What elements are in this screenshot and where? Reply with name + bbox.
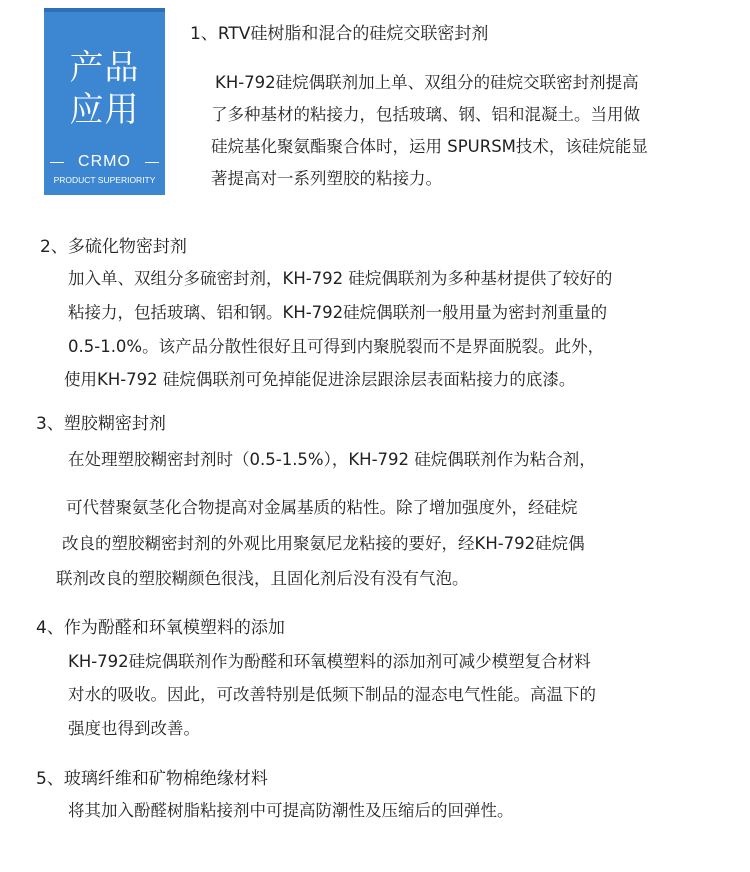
- section-4-line: KH-792硅烷偶联剂作为酚醛和环氧模塑料的添加剂可减少模塑复合材料: [68, 652, 591, 671]
- badge-brand-row: [44, 152, 165, 172]
- section-2-line: 0.5-1.0%。该产品分散性很好且可得到内聚脱裂而不是界面脱裂。此外，: [68, 337, 605, 356]
- section-2-line: 粘接力，包括玻璃、铝和钢。KH-792硅烷偶联剂一般用量为密封剂重量的: [68, 303, 608, 322]
- section-3-heading: 3、塑胶糊密封剂: [36, 414, 166, 434]
- badge-brand: CRMO: [78, 153, 131, 170]
- section-1-line: 了多种基材的粘接力，包括玻璃、钢、铝和混凝土。当用做: [211, 105, 640, 124]
- section-5-heading: 5、玻璃纤维和矿物棉绝缘材料: [36, 769, 268, 789]
- section-3-line: 在处理塑胶糊密封剂时（0.5-1.5%），KH-792 硅烷偶联剂作为粘合剂，: [68, 450, 596, 469]
- section-1-line: 硅烷基化聚氨酯聚合体时，运用 SPURSM技术，该硅烷能显: [211, 137, 648, 156]
- section-5-line: 将其加入酚醛树脂粘接剂中可提高防潮性及压缩后的回弹性。: [68, 801, 514, 820]
- badge-title-line1: 产品: [69, 48, 140, 88]
- product-application-badge: [44, 8, 165, 195]
- section-3-line: 可代替聚氨茎化合物提高对金属基质的粘性。除了增加强度外，经硅烷: [66, 498, 578, 517]
- badge-tagline: PRODUCT SUPERIORITY: [53, 175, 156, 185]
- section-1-heading: 1、RTV硅树脂和混合的硅烷交联密封剂: [190, 24, 489, 44]
- section-2-heading: 2、多硫化物密封剂: [40, 237, 187, 257]
- section-4-line: 强度也得到改善。: [68, 719, 200, 738]
- section-4-line: 对水的吸收。因此，可改善特别是低频下制品的湿态电气性能。高温下的: [68, 685, 596, 704]
- badge-top-border: [44, 8, 165, 12]
- section-1-line: KH-792硅烷偶联剂加上单、双组分的硅烷交联密封剂提高: [215, 73, 639, 92]
- section-3-line: 改良的塑胶糊密封剂的外观比用聚氨尼龙粘接的要好，经KH-792硅烷偶: [62, 534, 585, 553]
- badge-dash-right: [145, 162, 159, 163]
- section-2-line: 使用KH-792 硅烷偶联剂可免掉能促进涂层跟涂层表面粘接力的底漆。: [64, 370, 576, 389]
- section-3-line: 联剂改良的塑胶糊颜色很浅，且固化剂后没有没有气泡。: [56, 569, 469, 588]
- section-1-line: 著提高对一系列塑胶的粘接力。: [211, 169, 442, 188]
- section-2-line: 加入单、双组分多硫密封剂，KH-792 硅烷偶联剂为多种基材提供了较好的: [68, 269, 613, 288]
- badge-title-line2: 应用: [69, 90, 140, 130]
- section-4-heading: 4、作为酚醛和环氧模塑料的添加: [36, 618, 285, 638]
